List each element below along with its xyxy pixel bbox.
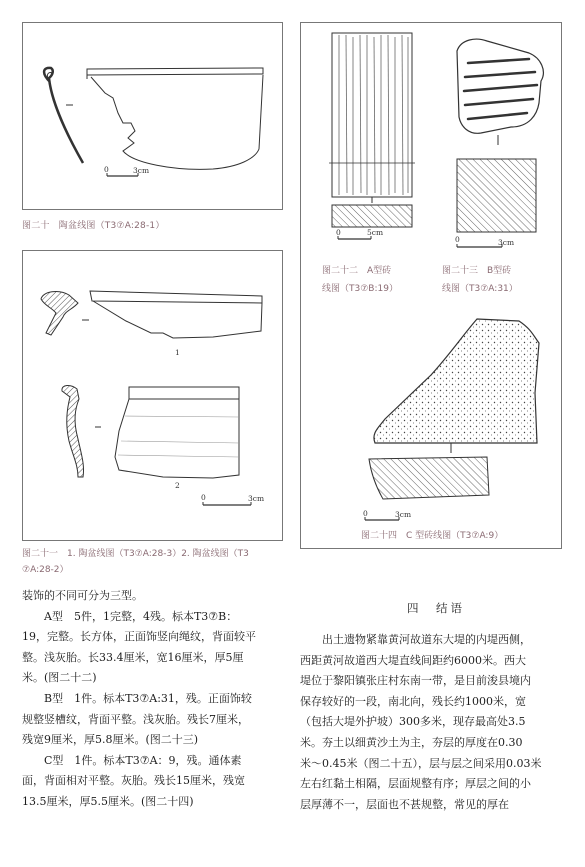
text-line: 整。浅灰胎。长33.4厘米，宽16厘米，厚5厘 (22, 650, 244, 664)
text-line: 西距黄河故道西大堤直线间距约6000米。西大 (300, 653, 526, 667)
fig21-scale-zero: 0 (201, 493, 206, 502)
fig20-scale-zero: 0 (104, 165, 109, 174)
fig21-label-1: 1 (175, 348, 180, 357)
text-line: 堤位于黎阳镇张庄村东南一带，是目前浚县境内 (300, 674, 531, 688)
text-line: A型 5件，1完整，4残。标本T3⑦B： (44, 609, 238, 623)
fig20-scale-label: 3cm (133, 166, 150, 175)
figure-23-caption-line2: 线图（T3⑦A:31） (442, 284, 518, 294)
figure-21-caption-line2: ⑦A:28-2） (22, 565, 69, 575)
fig24-scale-zero: 0 (363, 509, 368, 518)
text-line: 面，背面相对平整。灰胎。残长15厘米，残宽 (22, 774, 245, 788)
fig23-scale-label: 3cm (498, 238, 515, 247)
figure-21-caption-line1: 图二十一 1. 陶盆线图（T3⑦A:28-3）2. 陶盆线图（T3 (22, 549, 249, 559)
figure-20-pottery-basin-drawing (23, 23, 284, 211)
figure-21-frame (22, 250, 283, 541)
figures-22-24-frame (300, 22, 562, 549)
fig21-scale-label: 3cm (248, 494, 265, 503)
text-line: 13.5厘米，厚5.5厘米。(图二十四) (22, 794, 194, 808)
section-title: 四 结语 (407, 601, 465, 615)
text-line: 左右红黏土相隔，层面规整有序；厚层之间的小 (300, 777, 531, 791)
right-column-text (300, 630, 541, 815)
fig22-scale-label: 5cm (367, 228, 384, 237)
text-line: 出土遗物紧靠黄河故道东大堤的内堤西侧， (322, 633, 531, 646)
fig24-scale-label: 3cm (395, 510, 412, 519)
figure-23-caption-line1: 图二十三 B型砖 (442, 266, 512, 276)
text-line: 装饰的不同可分为三型。 (22, 589, 143, 602)
text-line: 米。夯土以细黄沙土为主，夯层的厚度在0.30 (300, 735, 523, 749)
text-line: 19，完整。长方体，正面饰竖向绳纹，背面较平 (22, 630, 256, 644)
text-line: B型 1件。标本T3⑦A:31，残。正面饰较 (44, 691, 252, 705)
figure-20-frame (22, 22, 283, 210)
text-line: 规整竖槽纹，背面平整。浅灰胎。残长7厘米， (22, 712, 249, 726)
fig21-label-2: 2 (175, 481, 180, 490)
figure-20-caption: 图二十 陶盆线图（T3⑦A:28-1） (22, 221, 165, 231)
text-line: 保存较好的一段，南北向，残长约1000米，宽 (300, 694, 526, 708)
text-line: 残宽9厘米，厚5.8厘米。(图二十三) (22, 733, 199, 747)
text-line: C型 1件。标本T3⑦A：9，残。通体素 (44, 753, 242, 767)
text-line: 米。(图二十二) (22, 671, 97, 685)
text-line: 米～0.45米（图二十五），层与层之间采用0.03米 (300, 756, 542, 770)
left-column-text (22, 586, 256, 813)
figure-21-pottery-basins-drawing (23, 251, 284, 542)
fig22-scale-zero: 0 (336, 228, 341, 237)
fig23-scale-zero: 0 (455, 235, 460, 244)
figure-24-caption: 图二十四 C 型砖线图（T3⑦A:9） (361, 531, 504, 541)
text-line: （包括大堤外护坡）300多米，现存最高处3.5 (300, 715, 526, 729)
figure-22-caption-line1: 图二十二 A型砖 (322, 266, 392, 276)
text-line: 层厚薄不一，层面也不甚规整，常见的厚在 (300, 797, 509, 811)
figure-22-caption-line2: 线图（T3⑦B:19） (322, 284, 398, 294)
